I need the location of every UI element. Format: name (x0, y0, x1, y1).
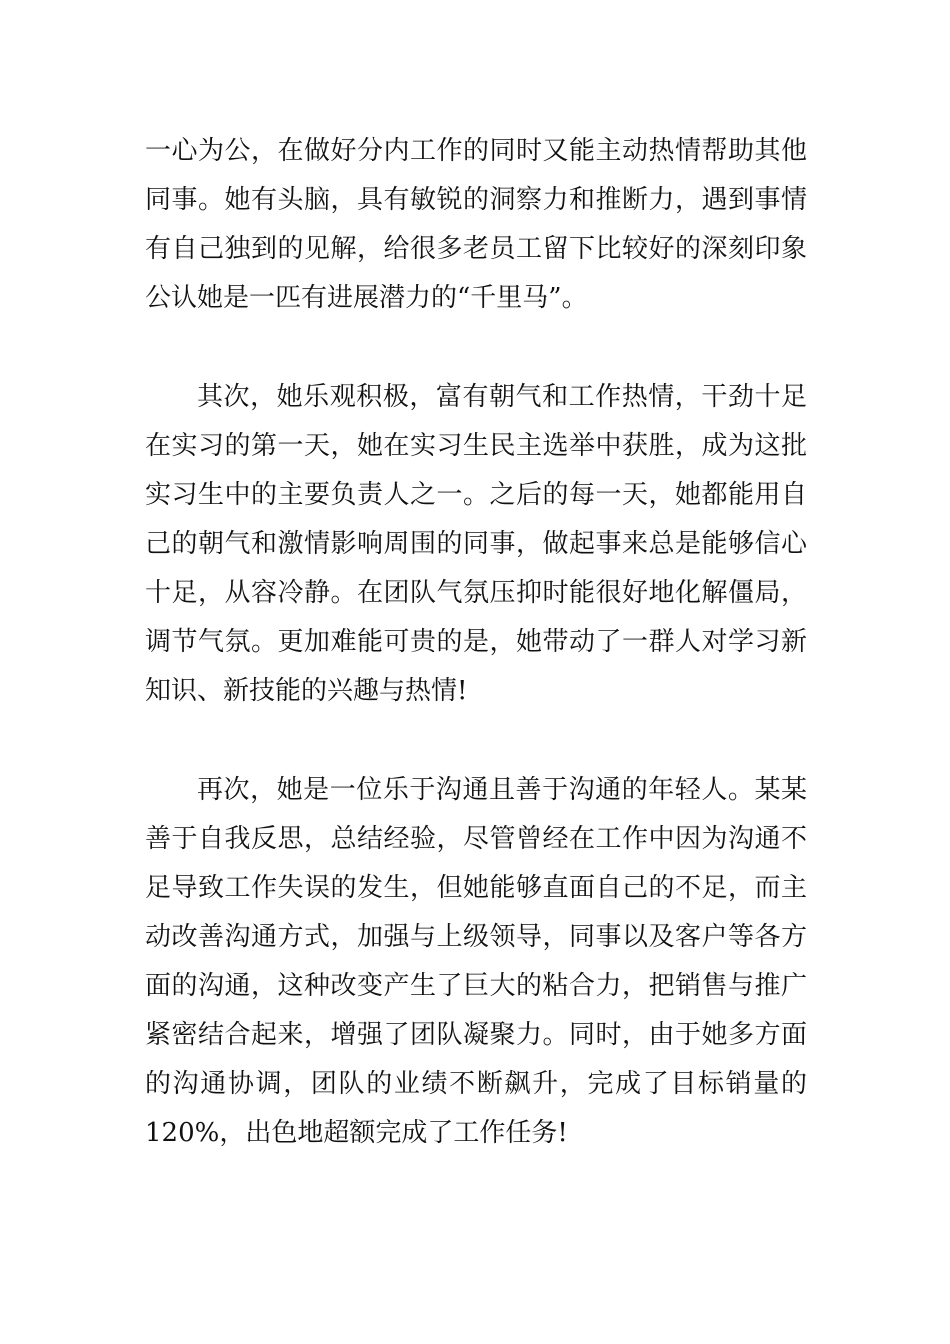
text-line: 足导致工作失误的发生，但她能够直面自己的不足，而主 (145, 873, 807, 903)
text-line: 调节气氛。更加难能可贵的是，她带动了一群人对学习新 (145, 627, 807, 657)
paragraph-3 (145, 766, 807, 1158)
text-line: 知识、新技能的兴趣与热情! (145, 676, 468, 706)
text-line: 善于自我反思，总结经验，尽管曾经在工作中因为沟通不 (145, 824, 807, 854)
text-line: 实习生中的主要负责人之一。之后的每一天，她都能用自 (145, 480, 807, 510)
paragraph-2 (145, 373, 807, 716)
text-line: 120%，出色地超额完成了工作任务! (145, 1118, 568, 1148)
text-line: 在实习的第一天，她在实习生民主选举中获胜，成为这批 (145, 431, 807, 461)
text-line: 有自己独到的见解，给很多老员工留下比较好的深刻印象 (145, 234, 807, 264)
text-line: 己的朝气和激情影响周围的同事，做起事来总是能够信心 (145, 529, 807, 559)
text-line: 公认她是一匹有进展潜力的“千里马”。 (145, 283, 588, 313)
text-line: 同事。她有头脑，具有敏锐的洞察力和推断力，遇到事情 (145, 185, 807, 215)
text-line: 再次，她是一位乐于沟通且善于沟通的年轻人。某某 (197, 775, 807, 805)
text-line: 面的沟通，这种改变产生了巨大的粘合力，把销售与推广 (145, 971, 807, 1001)
text-line: 一心为公，在做好分内工作的同时又能主动热情帮助其他 (145, 136, 807, 166)
text-line: 紧密结合起来，增强了团队凝聚力。同时，由于她多方面 (145, 1020, 807, 1050)
text-line: 其次，她乐观积极，富有朝气和工作热情，干劲十足 (197, 382, 807, 412)
text-line: 的沟通协调，团队的业绩不断飙升，完成了目标销量的 (145, 1069, 807, 1099)
text-line: 十足，从容冷静。在团队气氛压抑时能很好地化解僵局， (145, 578, 807, 608)
paragraph-1 (145, 127, 807, 323)
text-line: 动改善沟通方式，加强与上级领导，同事以及客户等各方 (145, 922, 807, 952)
